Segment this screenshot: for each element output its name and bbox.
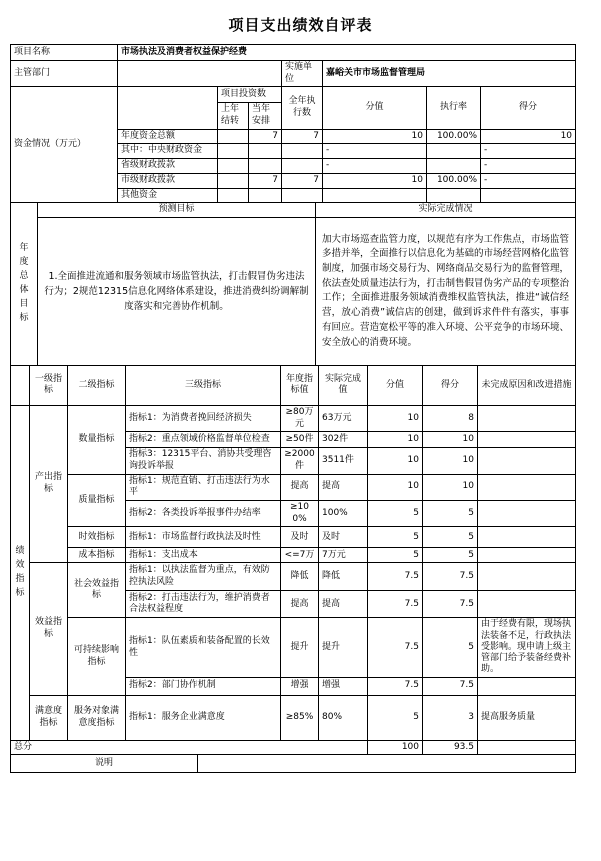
perf-actual-value: 及时 <box>319 527 368 548</box>
perf-value: 10 <box>368 432 423 448</box>
perf-target-value: ≥85% <box>281 695 319 740</box>
perf-note <box>478 563 576 591</box>
funding-prev-value <box>218 159 249 174</box>
perf-note <box>478 677 576 695</box>
perf-total-note <box>478 740 576 755</box>
annual-goal-table <box>10 202 576 366</box>
funding-score <box>481 188 576 203</box>
funding-prev-carry-header: 上年结转 <box>218 103 249 129</box>
perf-row <box>11 405 576 431</box>
funding-row-name: 其中：中央财政资金 <box>118 144 218 159</box>
perf-indicator-name: 指标1：以执法监督为重点，有效防控执法风险 <box>126 563 281 591</box>
perf-indicator-name: 指标2：重点领域价格监督单位检查 <box>126 432 281 448</box>
perf-l2-timeliness: 时效指标 <box>68 527 126 548</box>
perf-l1-satisfaction: 满意度指标 <box>30 695 68 740</box>
actual-completion-header: 实际完成情况 <box>316 203 576 218</box>
predicted-goal-text: 1.全面推进流通和服务领域市场监管执法，打击假冒伪劣违法行为；2规范12315信息化网络体系建设，推进消费纠纷调解制度落实和完善协作机制。 <box>38 217 316 365</box>
perf-target-value: ≥80万元 <box>281 405 319 431</box>
perf-indicator-name: 指标3：12315平台、消协共受理咨询投诉举报 <box>126 448 281 474</box>
funding-exec-value <box>282 144 323 159</box>
perf-total-row <box>11 740 576 755</box>
perf-l1-benefit: 效益指标 <box>30 563 68 695</box>
perf-actual-value: 63万元 <box>319 405 368 431</box>
project-name-label: 项目名称 <box>11 45 118 61</box>
funding-exec-value: 7 <box>282 173 323 188</box>
perf-actual-value: 提高 <box>319 591 368 618</box>
perf-score: 7.5 <box>423 591 478 618</box>
perf-indicator-name: 指标1：服务企业满意度 <box>126 695 281 740</box>
perf-actual-value: 提高 <box>319 474 368 500</box>
perf-target-value: 提高 <box>281 591 319 618</box>
impl-unit-value: 嘉峪关市市场监督管理局 <box>323 61 576 87</box>
funding-prev-value <box>218 129 249 144</box>
perf-target-value: <=7万 <box>281 548 319 563</box>
page-title: 项目支出绩效自评表 <box>228 16 373 34</box>
perf-actual-value: 降低 <box>319 563 368 591</box>
perf-score: 3 <box>423 695 478 740</box>
funding-blank-cell <box>118 87 218 129</box>
perf-actual-value: 80% <box>319 695 368 740</box>
perf-indicator-name: 指标1：为消费者挽回经济损失 <box>126 405 281 431</box>
funding-score-header: 得分 <box>481 87 576 129</box>
perf-score: 8 <box>423 405 478 431</box>
remark-label: 说明 <box>11 755 198 773</box>
funding-table <box>10 44 576 203</box>
dept-label: 主管部门 <box>11 61 118 87</box>
funding-exec-rate-header: 执行率 <box>427 87 481 129</box>
funding-row-name: 年度资金总额 <box>118 129 218 144</box>
funding-rate-value <box>427 159 481 174</box>
remark-table <box>10 754 576 773</box>
perf-indicator-name: 指标1：队伍素质和装备配置的长效性 <box>126 618 281 677</box>
funding-row-name: 省级财政拨款 <box>118 159 218 174</box>
perf-header-l3: 三级指标 <box>126 365 281 405</box>
annual-goal-section-label <box>11 203 38 366</box>
perf-row <box>11 527 576 548</box>
perf-note <box>478 591 576 618</box>
perf-l2-quantity: 数量指标 <box>68 405 126 474</box>
funding-prev-value <box>218 188 249 203</box>
perf-score: 10 <box>423 474 478 500</box>
perf-total-label: 总分 <box>11 740 368 755</box>
perf-value: 7.5 <box>368 563 423 591</box>
perf-score: 5 <box>423 527 478 548</box>
perf-actual-value: 100% <box>319 501 368 527</box>
perf-l2-cost: 成本指标 <box>68 548 126 563</box>
funding-cur-arranged-header: 当年安排 <box>249 103 282 129</box>
funding-score-value <box>323 188 427 203</box>
funding-score: - <box>481 144 576 159</box>
funding-cur-value: 7 <box>249 129 282 144</box>
perf-corner-cell <box>11 365 30 405</box>
perf-indicator-name: 指标2：打击违法行为，维护消费者合法权益程度 <box>126 591 281 618</box>
perf-value: 10 <box>368 448 423 474</box>
funding-cur-value: 7 <box>249 173 282 188</box>
perf-actual-value: 增强 <box>319 677 368 695</box>
remark-content <box>198 755 576 773</box>
funding-invest-header: 项目投资数 <box>218 87 282 103</box>
annual-goal-vertical-text: 年度总体目标 <box>19 243 29 323</box>
perf-value: 7.5 <box>368 591 423 618</box>
funding-rate-value <box>427 188 481 203</box>
funding-prev-value <box>218 144 249 159</box>
funding-value-header: 分值 <box>323 87 427 129</box>
perf-note <box>478 432 576 448</box>
project-name-value: 市场执法及消费者权益保护经费 <box>118 45 576 61</box>
perf-note <box>478 548 576 563</box>
perf-row <box>11 474 576 500</box>
funding-rate-value <box>427 144 481 159</box>
perf-score: 10 <box>423 432 478 448</box>
perf-target-value: ≥50件 <box>281 432 319 448</box>
perf-value: 5 <box>368 695 423 740</box>
perf-header-l1: 一级指标 <box>30 365 68 405</box>
perf-header-target: 年度指标值 <box>281 365 319 405</box>
perf-row <box>11 695 576 740</box>
perf-target-value: 及时 <box>281 527 319 548</box>
perf-row <box>11 618 576 677</box>
perf-value: 7.5 <box>368 677 423 695</box>
perf-row <box>11 548 576 563</box>
funding-rate-value: 100.00% <box>427 173 481 188</box>
perf-score: 5 <box>423 618 478 677</box>
perf-target-value: ≥100% <box>281 501 319 527</box>
perf-indicator-name: 指标2：各类投诉举报事件办结率 <box>126 501 281 527</box>
perf-l2-service: 服务对象满意度指标 <box>68 695 126 740</box>
perf-target-value: 降低 <box>281 563 319 591</box>
perf-score: 10 <box>423 448 478 474</box>
dept-value <box>118 61 282 87</box>
perf-indicator-name: 指标1：市场监督行政执法及时性 <box>126 527 281 548</box>
perf-header-actual: 实际完成值 <box>319 365 368 405</box>
perf-actual-value: 7万元 <box>319 548 368 563</box>
predicted-goal-header: 预测目标 <box>38 203 316 218</box>
perf-actual-value: 3511件 <box>319 448 368 474</box>
perf-total-score: 93.5 <box>423 740 478 755</box>
funding-exec-total-header: 全年执行数 <box>282 87 323 129</box>
perf-row <box>11 563 576 591</box>
performance-table <box>10 365 576 755</box>
perf-value: 5 <box>368 527 423 548</box>
perf-target-value: ≥2000件 <box>281 448 319 474</box>
funding-score-value: - <box>323 144 427 159</box>
funding-score-value: - <box>323 159 427 174</box>
funding-cur-value <box>249 188 282 203</box>
actual-completion-text: 加大市场巡查监管力度，以规范有序为工作焦点，市场监管多措并举，全面推行以信息化为基础的市场经营网格化监管制度，加强市场交易行为、网络商品交易行为的监督管理，依法查处质量违法行为，打击制售假冒伪劣产品的专项整治工作；全面推进服务领域消费维权监管执法，推进“诚信经营，放心消费”诚信店的创建，做到诉求件件有落实，事事有回应。营造宽松平等的准入环境、公平竞争的市场环境、安全放心的消费环境。 <box>316 217 576 365</box>
funding-row-name: 市级财政拨款 <box>118 173 218 188</box>
funding-cur-value <box>249 159 282 174</box>
funding-row-name: 其他资金 <box>118 188 218 203</box>
perf-target-value: 提升 <box>281 618 319 677</box>
perf-header-value: 分值 <box>368 365 423 405</box>
perf-l2-quality: 质量指标 <box>68 474 126 527</box>
perf-score: 5 <box>423 548 478 563</box>
funding-exec-value <box>282 188 323 203</box>
funding-score: - <box>481 173 576 188</box>
funding-score: - <box>481 159 576 174</box>
perf-indicator-name: 指标2：部门协作机制 <box>126 677 281 695</box>
perf-score: 7.5 <box>423 563 478 591</box>
funding-score-value: 10 <box>323 173 427 188</box>
perf-value: 10 <box>368 474 423 500</box>
funding-score: 10 <box>481 129 576 144</box>
perf-value: 5 <box>368 501 423 527</box>
perf-note <box>478 501 576 527</box>
perf-note <box>478 527 576 548</box>
perf-l2-sustain: 可持续影响指标 <box>68 618 126 695</box>
perf-note <box>478 448 576 474</box>
funding-exec-value <box>282 159 323 174</box>
perf-l2-social: 社会效益指标 <box>68 563 126 618</box>
funding-score-value: 10 <box>323 129 427 144</box>
funding-exec-value: 7 <box>282 129 323 144</box>
perf-l1-output: 产出指标 <box>30 405 68 563</box>
perf-actual-value: 提升 <box>319 618 368 677</box>
perf-target-value: 提高 <box>281 474 319 500</box>
funding-rate-value: 100.00% <box>427 129 481 144</box>
funding-prev-value <box>218 173 249 188</box>
perf-total-value: 100 <box>368 740 423 755</box>
perf-note <box>478 405 576 431</box>
perf-section-vertical-text: 绩效指标 <box>15 545 25 598</box>
perf-value: 10 <box>368 405 423 431</box>
perf-score: 7.5 <box>423 677 478 695</box>
perf-header-score: 得分 <box>423 365 478 405</box>
perf-target-value: 增强 <box>281 677 319 695</box>
perf-header-note: 未完成原因和改进措施 <box>478 365 576 405</box>
perf-indicator-name: 指标1：规范直销、打击违法行为水平 <box>126 474 281 500</box>
perf-score: 5 <box>423 501 478 527</box>
perf-section-label <box>11 405 30 740</box>
impl-unit-label: 实施单位 <box>282 61 323 87</box>
perf-note <box>478 474 576 500</box>
perf-value: 7.5 <box>368 618 423 677</box>
perf-indicator-name: 指标1：支出成本 <box>126 548 281 563</box>
perf-value: 5 <box>368 548 423 563</box>
funding-cur-value <box>249 144 282 159</box>
perf-header-l2: 二级指标 <box>68 365 126 405</box>
perf-actual-value: 302件 <box>319 432 368 448</box>
perf-note: 由于经费有限，现场执法装备不足，行政执法受影响。现申请上级主管部门给予装备经费补助。 <box>478 618 576 677</box>
funding-section-label: 资金情况（万元） <box>11 87 118 203</box>
perf-note: 提高服务质量 <box>478 695 576 740</box>
